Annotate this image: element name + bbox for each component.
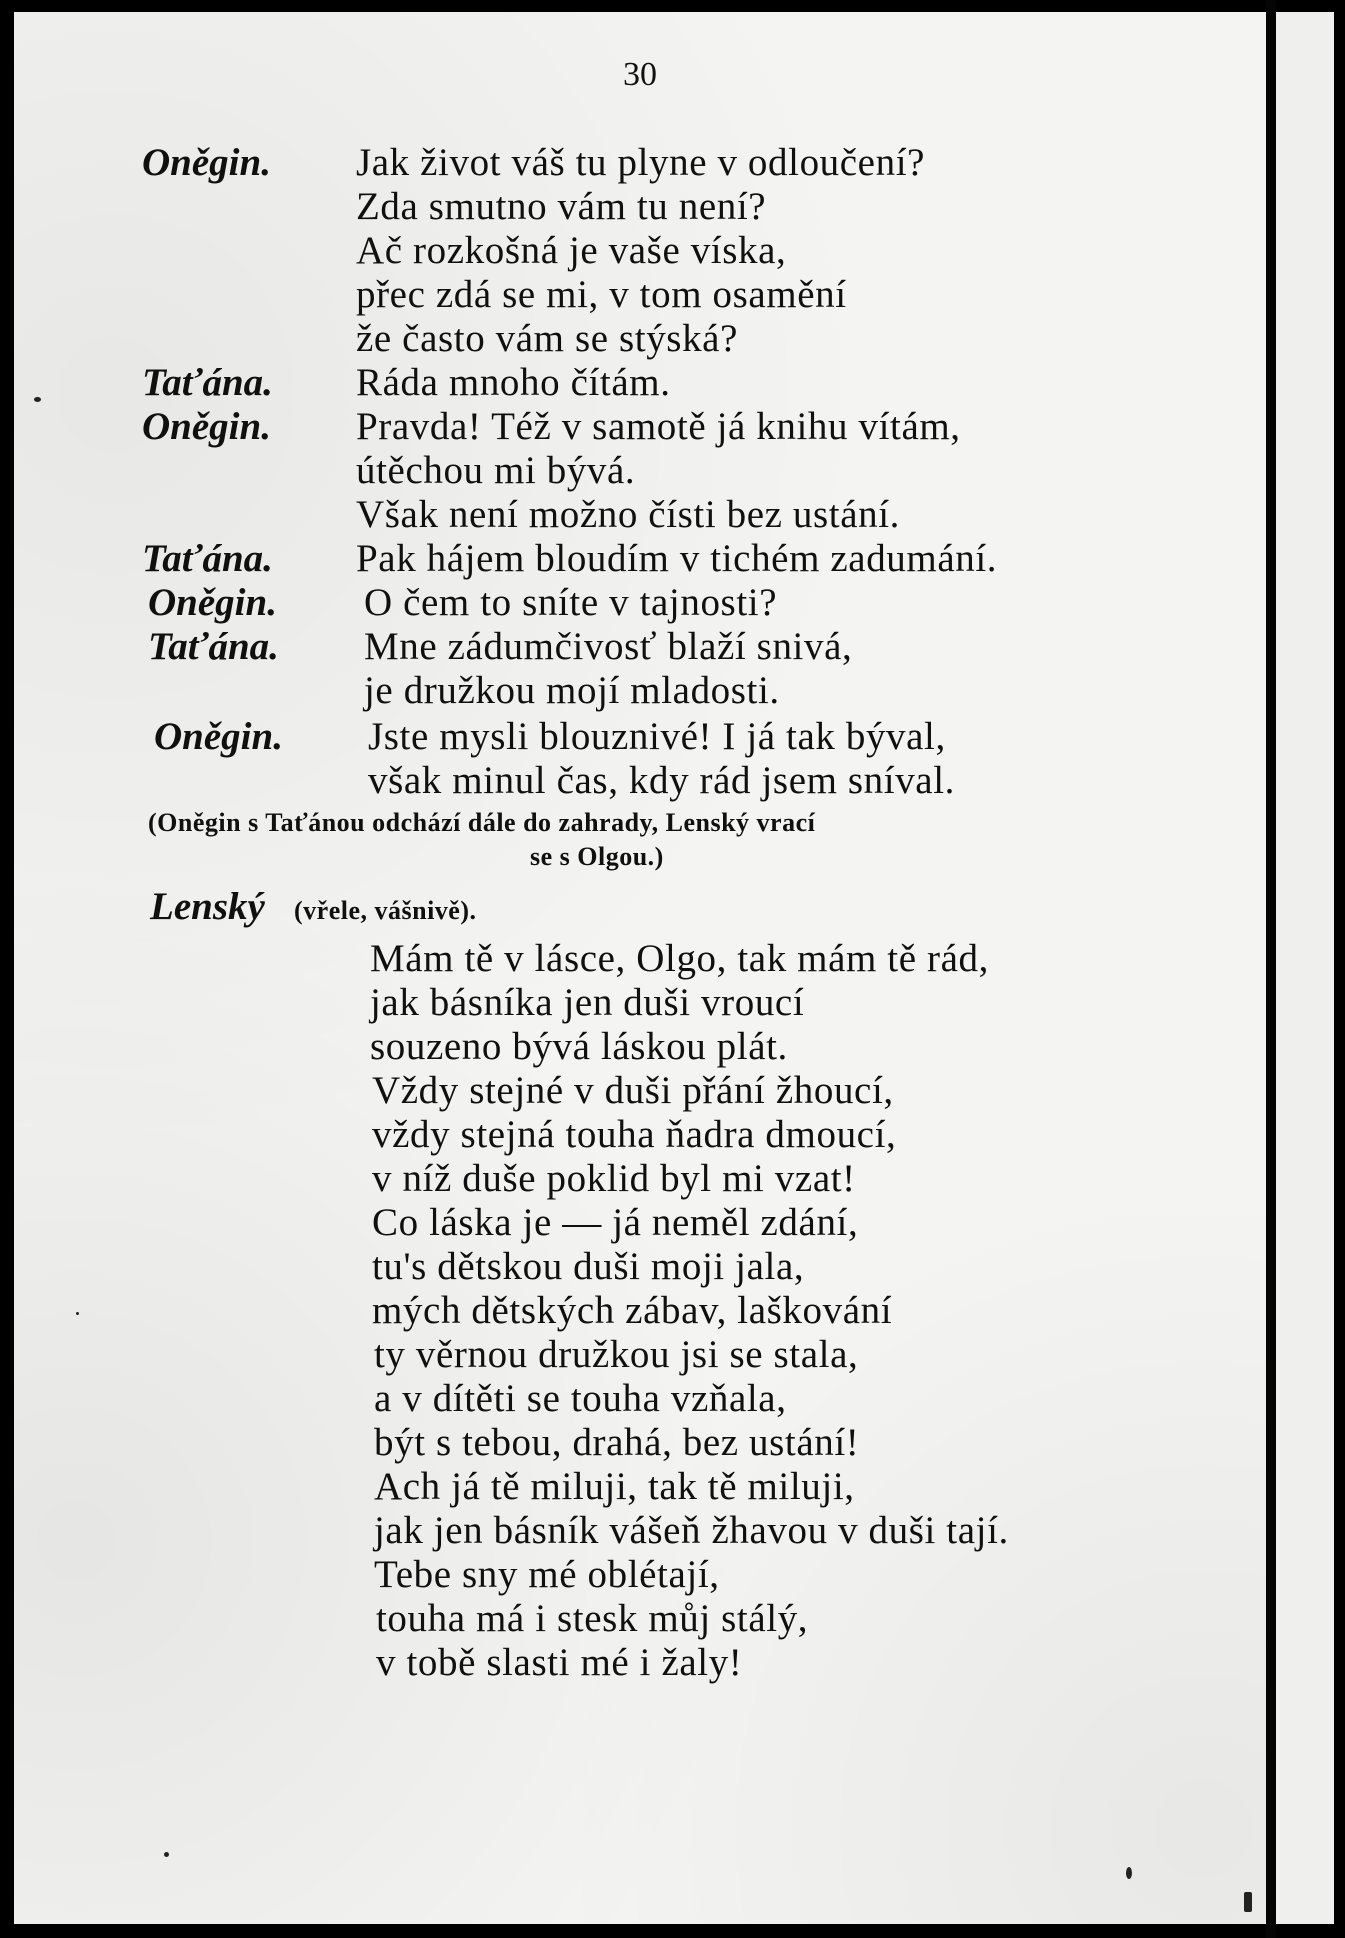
verse-line: Vždy stejné v duši přání žhoucí, [372,1069,894,1112]
dialogue-line: Zda smutno vám tu není? [356,185,767,228]
dialogue-line: Pak hájem bloudím v tichém zadumání. [356,537,998,580]
dialogue-line: je družkou mojí mladosti. [364,669,780,712]
dialogue-line: že často vám se stýská? [356,317,738,360]
dialogue-line: Ráda mnoho čítám. [356,361,671,404]
page-number: 30 [623,56,657,93]
dialogue-line: Ač rozkošná je vaše víska, [356,229,787,272]
verse-line: Mám tě v lásce, Olgo, tak mám tě rád, [370,937,989,980]
dialogue-line: O čem to sníte v tajnosti? [364,581,778,624]
verse-line: jak jen básník vášeň žhavou v duši tají. [374,1509,1009,1552]
verse-line: tu's dětskou duši moji jala, [372,1245,805,1288]
stage-direction: se s Olgou.) [530,842,664,871]
dialogue-line: však minul čas, kdy rád jsem sníval. [368,759,956,802]
dialogue-line: útěchou mi bývá. [356,449,636,492]
verse-line: být s tebou, drahá, bez ustání! [374,1421,860,1464]
verse-line: jak básníka jen duši vroucí [370,981,805,1024]
verse-line: ty věrnou družkou jsi se stala, [374,1333,859,1376]
verse-line: Ach já tě miluji, tak tě miluji, [374,1465,855,1508]
verse-line: Co láska je — já neměl zdání, [372,1201,859,1244]
facing-page-edge [1276,12,1334,1924]
verse-line: a v dítěti se touha vzňala, [374,1377,787,1420]
dialogue-line: Však není možno čísti bez ustání. [356,493,901,536]
verse-line: mých dětských zábav, laškování [372,1289,893,1332]
dialogue-line: přec zdá se mi, v tom osamění [356,273,847,316]
verse-line: vždy stejná touha ňadra dmoucí, [372,1113,897,1156]
speaker-name: Oněgin. [142,405,271,448]
speaker-name: Oněgin. [154,715,283,758]
speaker-name: Taťána. [142,537,273,580]
stage-direction: (vřele, vášnivě). [294,896,477,925]
speaker-name: Taťána. [142,361,273,404]
dialogue-line: Jste mysli blouznivé! I já tak býval, [368,715,946,758]
verse-line: touha má i stesk můj stálý, [376,1597,809,1640]
verse-line: v níž duše poklid byl mi vzat! [372,1157,856,1200]
dialogue-line: Mne zádumčivosť blaží snivá, [364,625,853,668]
verse-line: Tebe sny mé oblétají, [374,1553,720,1596]
stage-direction: (Oněgin s Taťánou odchází dále do zahrady, Lenský vrací [148,808,816,837]
verse-line: souzeno bývá láskou plát. [370,1025,788,1068]
dialogue-line: Jak život váš tu plyne v odloučení? [356,141,926,184]
speaker-name: Oněgin. [148,581,277,624]
book-page [14,12,1266,1924]
verse-line: v tobě slasti mé i žaly! [376,1641,743,1684]
speaker-name: Lenský [150,885,265,928]
dialogue-line: Pravda! Též v samotě já knihu vítám, [356,405,961,448]
speaker-name: Oněgin. [142,141,271,184]
book-gutter [1266,0,1276,1938]
speaker-name: Taťána. [148,625,279,668]
